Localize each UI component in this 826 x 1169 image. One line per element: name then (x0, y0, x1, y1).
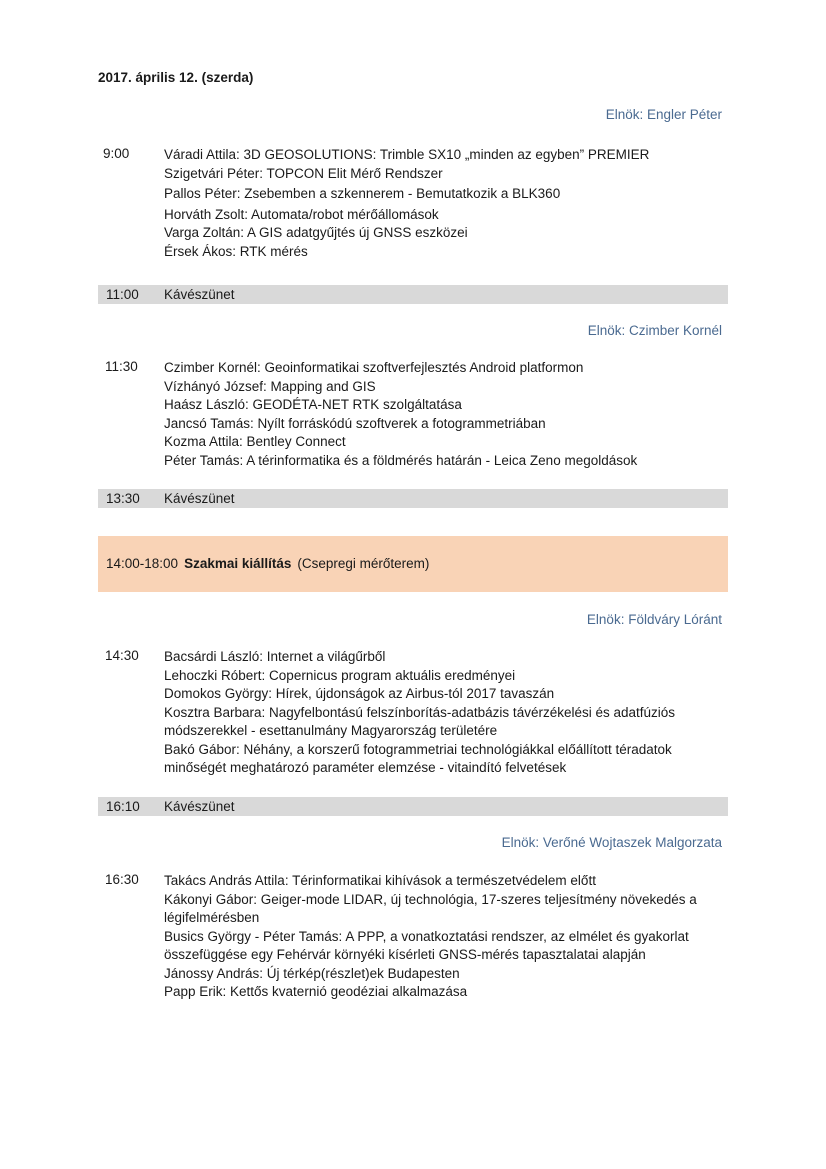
talk-item: Jancsó Tamás: Nyílt forráskódú szoftverek a fotogrammetriában (164, 415, 546, 431)
talk-list (164, 359, 728, 470)
talk-item: Lehoczki Róbert: Copernicus program aktuális eredményei (164, 667, 516, 683)
session-time: 9:00 (103, 146, 130, 161)
talk-item: Kozma Attila: Bentley Connect (164, 434, 346, 449)
session-time: 11:30 (105, 359, 138, 374)
session-chair: Elnök: Engler Péter (605, 107, 722, 122)
talk-item: Érsek Ákos: RTK mérés (164, 243, 308, 259)
break-label: Kávészünet (164, 799, 235, 814)
talk-item: Bakó Gábor: Néhány, a korszerű fotogrammetriai technológiákkal előállított téradatok minőségét meghatározó paraméter elemzése - vitaindító felvetések (164, 741, 672, 775)
talk-item: Takács András Attila: Térinformatikai kihívások a természetvédelem előtt (164, 873, 596, 888)
talk-item: Varga Zoltán: A GIS adatgyűjtés új GNSS eszközei (164, 225, 468, 240)
talk-list (164, 146, 728, 261)
coffee-break (98, 797, 728, 816)
exhibition-banner (98, 536, 728, 592)
exhibition-time: 14:00-18:00 (106, 556, 179, 571)
talk-item: Horváth Zsolt: Automata/robot mérőállomások (164, 206, 439, 222)
talk-item: Czimber Kornél: Geoinformatikai szoftverfejlesztés Android platformon (164, 360, 584, 375)
session-time: 16:30 (105, 872, 139, 887)
session-chair: Elnök: Czimber Kornél (587, 323, 722, 338)
talk-list (164, 648, 728, 778)
talk-item: Péter Tamás: A térinformatika és a földmérés határán - Leica Zeno megoldások (164, 452, 638, 468)
talk-item: Kákonyi Gábor: Geiger-mode LIDAR, új technológia, 17-szeres teljesítmény növekedés a légifelmérésben (164, 891, 697, 925)
talk-item: Jánossy András: Új térkép(részlet)ek Budapesten (164, 965, 460, 981)
exhibition-title: Szakmai kiállítás (184, 556, 292, 571)
session-chair: Elnök: Verőné Wojtaszek Malgorzata (501, 835, 722, 850)
talk-item: Bacsárdi László: Internet a világűrből (164, 649, 386, 664)
talk-item: Pallos Péter: Zsebemben a szkennerem - Bemutatkozik a BLK360 (164, 186, 561, 201)
break-label: Kávészünet (164, 287, 235, 302)
talk-item: Váradi Attila: 3D GEOSOLUTIONS: Trimble SX10 „minden az egyben” PREMIER (164, 147, 650, 162)
talk-item: Szigetvári Péter: TOPCON Elit Mérő Rendszer (164, 165, 443, 181)
date-heading: 2017. április 12. (szerda) (98, 70, 254, 85)
break-label: Kávészünet (164, 491, 235, 506)
talk-item: Domokos György: Hírek, újdonságok az Airbus-tól 2017 tavaszán (164, 686, 555, 701)
break-time: 16:10 (106, 799, 140, 814)
talk-item: Haász László: GEODÉTA-NET RTK szolgáltatása (164, 397, 462, 412)
session-chair: Elnök: Földváry Lóránt (586, 612, 722, 627)
talk-item: Busics György - Péter Tamás: A PPP, a vonatkoztatási rendszer, az elmélet és gyakorlat összefüggése egy Fehérvár környéki kísérleti GNSS-mérés tapasztalatai alapján (164, 928, 689, 962)
break-time: 11:00 (106, 287, 139, 302)
talk-item: Kosztra Barbara: Nagyfelbontású felszínborítás-adatbázis távérzékelési és adatfúziós módszerekkel - esettanulmány Magyarország területére (164, 704, 676, 738)
break-time: 13:30 (106, 491, 140, 506)
talk-list (164, 872, 728, 1002)
talk-item: Vízhányó József: Mapping and GIS (164, 378, 376, 394)
talk-item: Papp Erik: Kettős kvaternió geodéziai alkalmazása (164, 984, 468, 999)
coffee-break (98, 489, 728, 508)
exhibition-location: (Csepregi mérőterem) (297, 556, 430, 571)
coffee-break (98, 285, 728, 304)
session-time: 14:30 (105, 648, 139, 663)
